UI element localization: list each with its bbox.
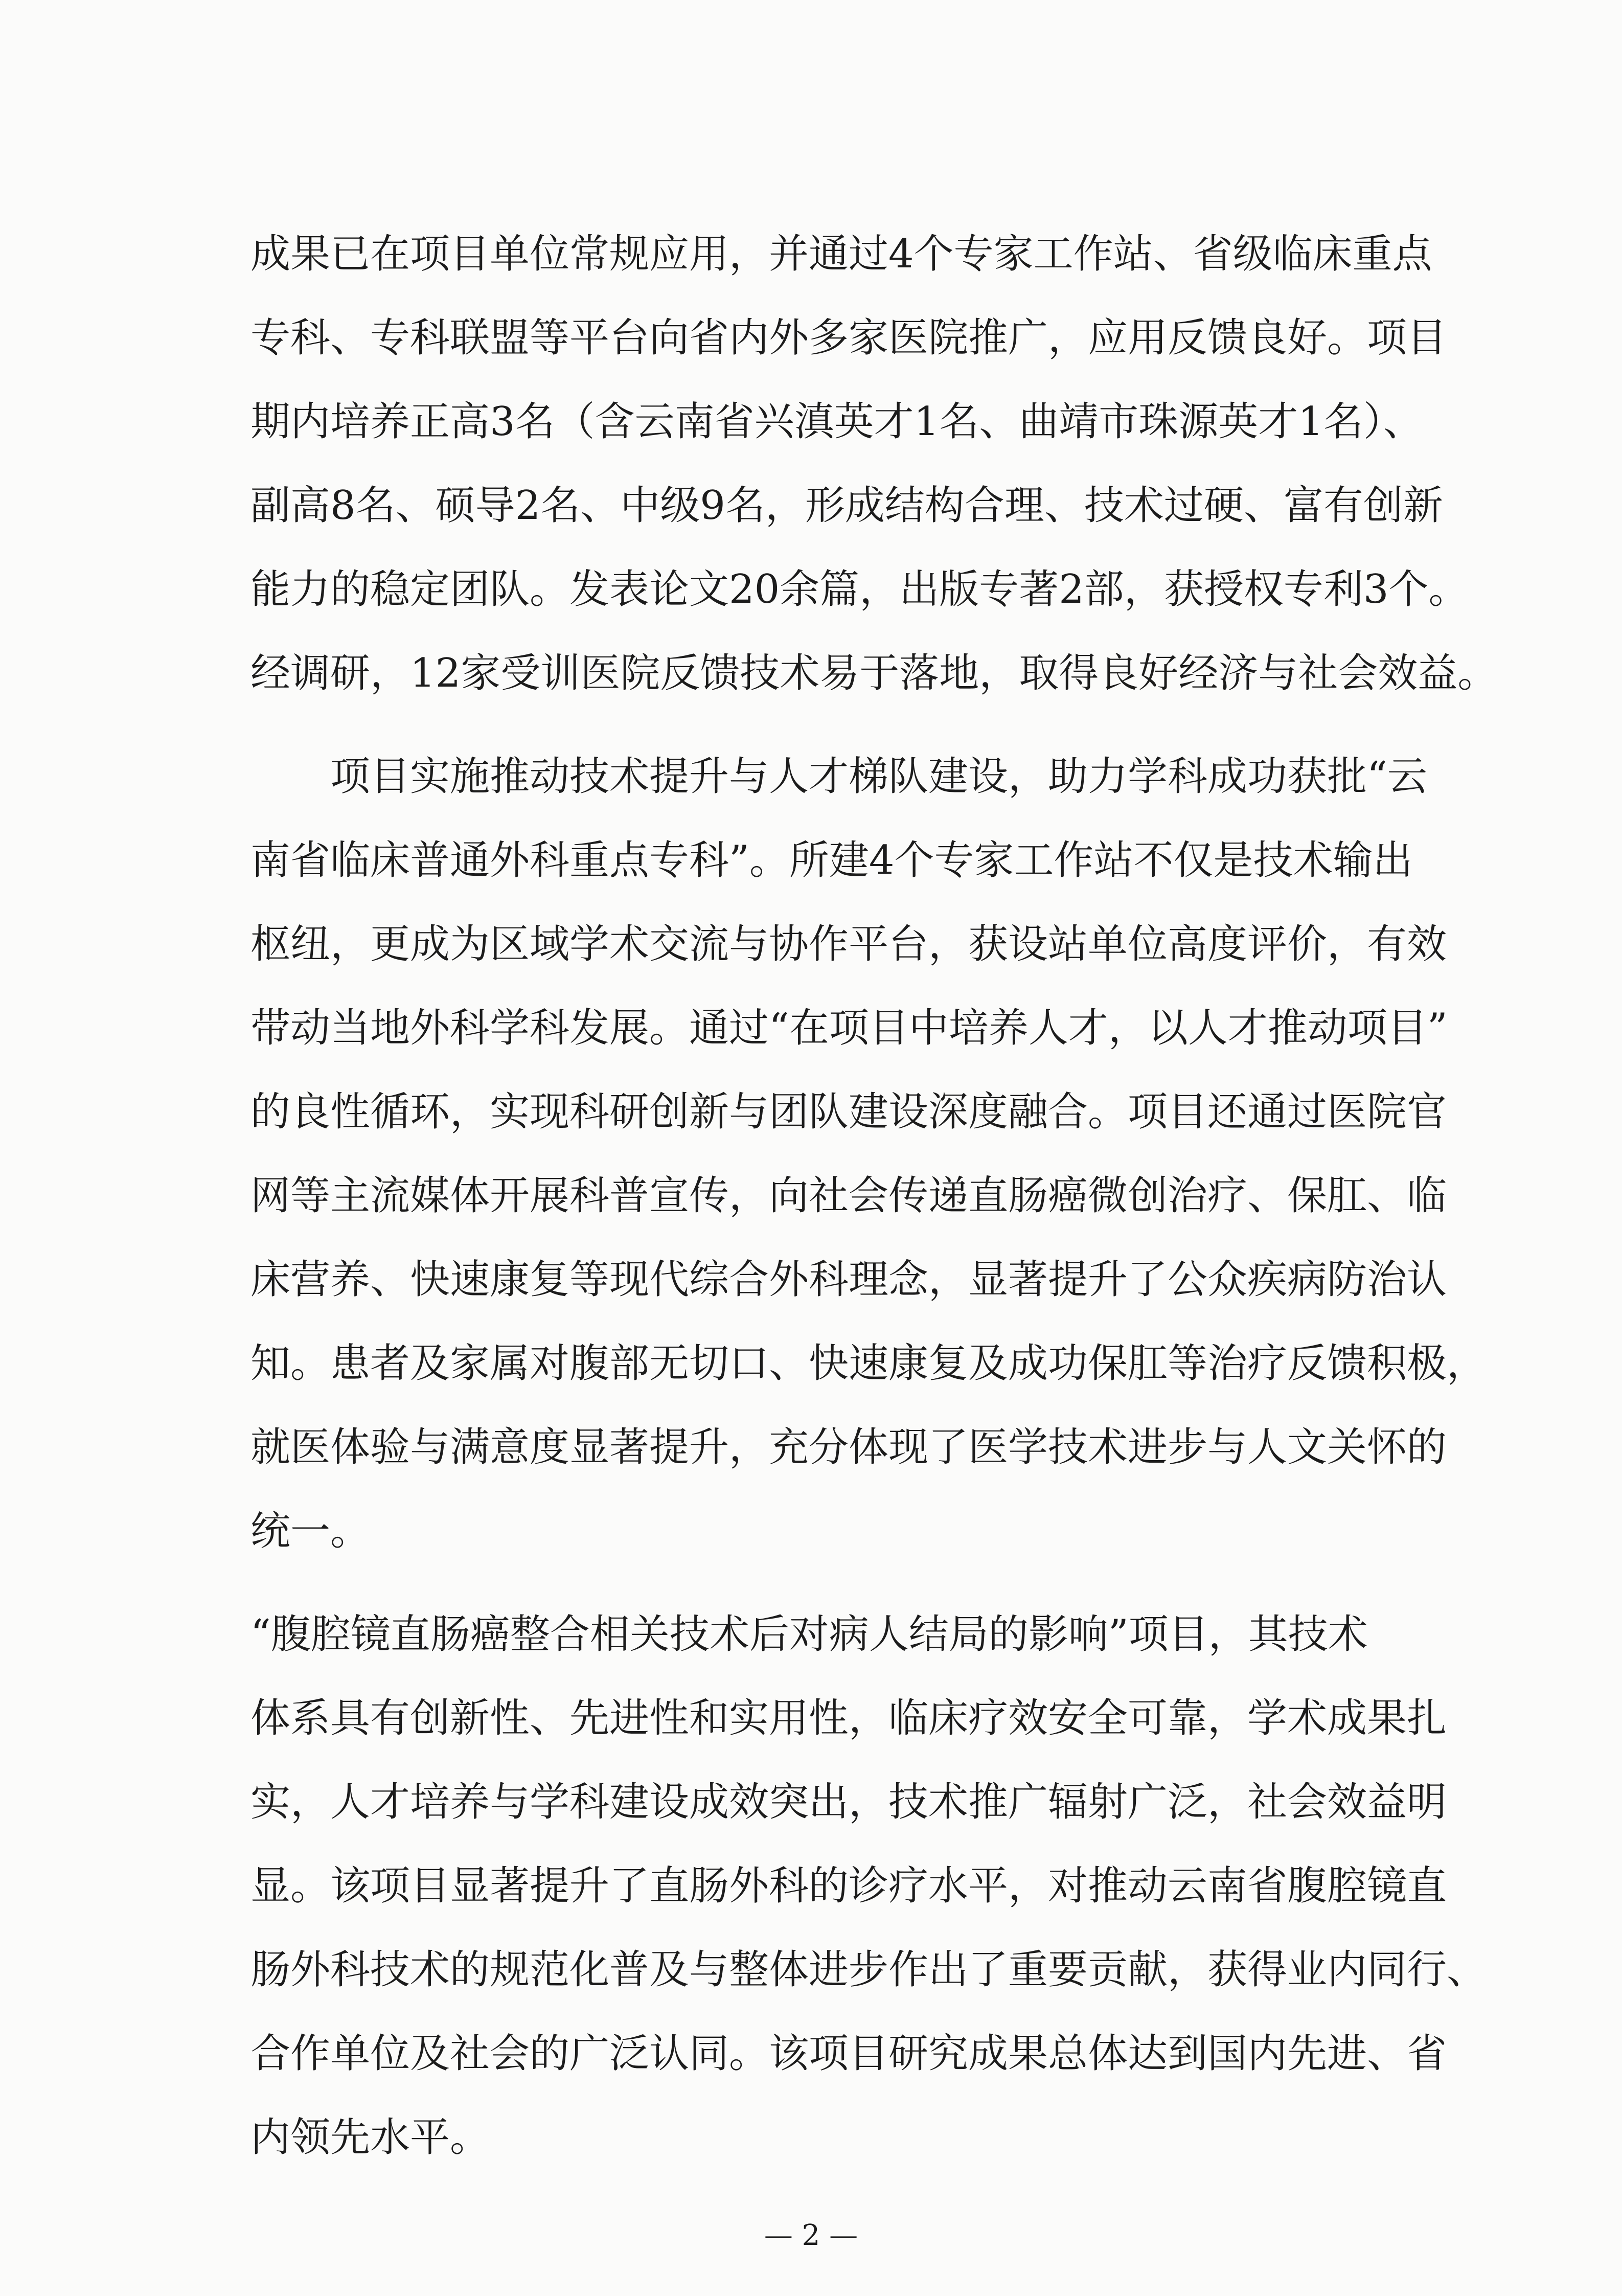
text-line: 枢纽，更成为区域学术交流与协作平台，获设站单位高度评价，有效 — [250, 921, 1447, 967]
text-line: 就医体验与满意度显著提升，充分体现了医学技术进步与人文关怀的 — [250, 1424, 1447, 1470]
text-line: 的良性循环，实现科研创新与团队建设深度融合。项目还通过医院官 — [250, 1089, 1447, 1135]
text-line: 实，人才培养与学科建设成效突出，技术推广辐射广泛，社会效益明 — [250, 1779, 1447, 1825]
text-line: 合作单位及社会的广泛认同。该项目研究成果总体达到国内先进、省 — [250, 2031, 1447, 2077]
paragraph-3 — [250, 1593, 1487, 2179]
text-line: 肠外科技术的规范化普及与整体进步作出了重要贡献，获得业内同行、 — [250, 1947, 1487, 1993]
text-line: 能力的稳定团队。发表论文20余篇，出版专著2部，获授权专利3个。 — [250, 566, 1469, 612]
text-line: 体系具有创新性、先进性和实用性，临床疗效安全可靠，学术成果扎 — [250, 1695, 1447, 1741]
paragraph-2 — [250, 735, 1487, 1573]
text-line: 经调研，12家受训医院反馈技术易于落地，取得良好经济与社会效益。 — [250, 650, 1498, 696]
text-line: 项目实施推动技术提升与人才梯队建设，助力学科成功获批“云 — [330, 754, 1427, 800]
text-line: 统一。 — [250, 1508, 371, 1554]
text-line: 显。该项目显著提升了直肠外科的诊疗水平，对推动云南省腹腔镜直 — [250, 1863, 1447, 1909]
text-line: 专科、专科联盟等平台向省内外多家医院推广，应用反馈良好。项目 — [250, 315, 1447, 361]
text-line: 期内培养正高3名（含云南省兴滇英才1名、曲靖市珠源英才1名）、 — [250, 399, 1423, 445]
text-line: 成果已在项目单位常规应用，并通过4个专家工作站、省级临床重点 — [250, 231, 1432, 277]
text-line: “腹腔镜直肠癌整合相关技术后对病人结局的影响”项目，其技术 — [250, 1611, 1368, 1657]
text-line: 床营养、快速康复等现代综合外科理念，显著提升了公众疾病防治认 — [250, 1257, 1447, 1303]
body-text — [250, 212, 1498, 2179]
text-line: 南省临床普通外科重点专科”。所建4个专家工作站不仅是技术输出 — [250, 837, 1413, 883]
text-line: 带动当地外科学科发展。通过“在项目中培养人才，以人才推动项目” — [250, 1005, 1448, 1051]
paragraph-1 — [250, 212, 1498, 715]
text-line: 网等主流媒体开展科普宣传，向社会传递直肠癌微创治疗、保肛、临 — [250, 1173, 1447, 1219]
text-line: 副高8名、硕导2名、中级9名，形成结构合理、技术过硬、富有创新 — [250, 483, 1443, 529]
text-line: 内领先水平。 — [250, 2115, 490, 2161]
text-line: 知。患者及家属对腹部无切口、快速康复及成功保肛等治疗反馈积极， — [250, 1340, 1487, 1386]
page-number: — 2 — — [764, 2219, 858, 2252]
